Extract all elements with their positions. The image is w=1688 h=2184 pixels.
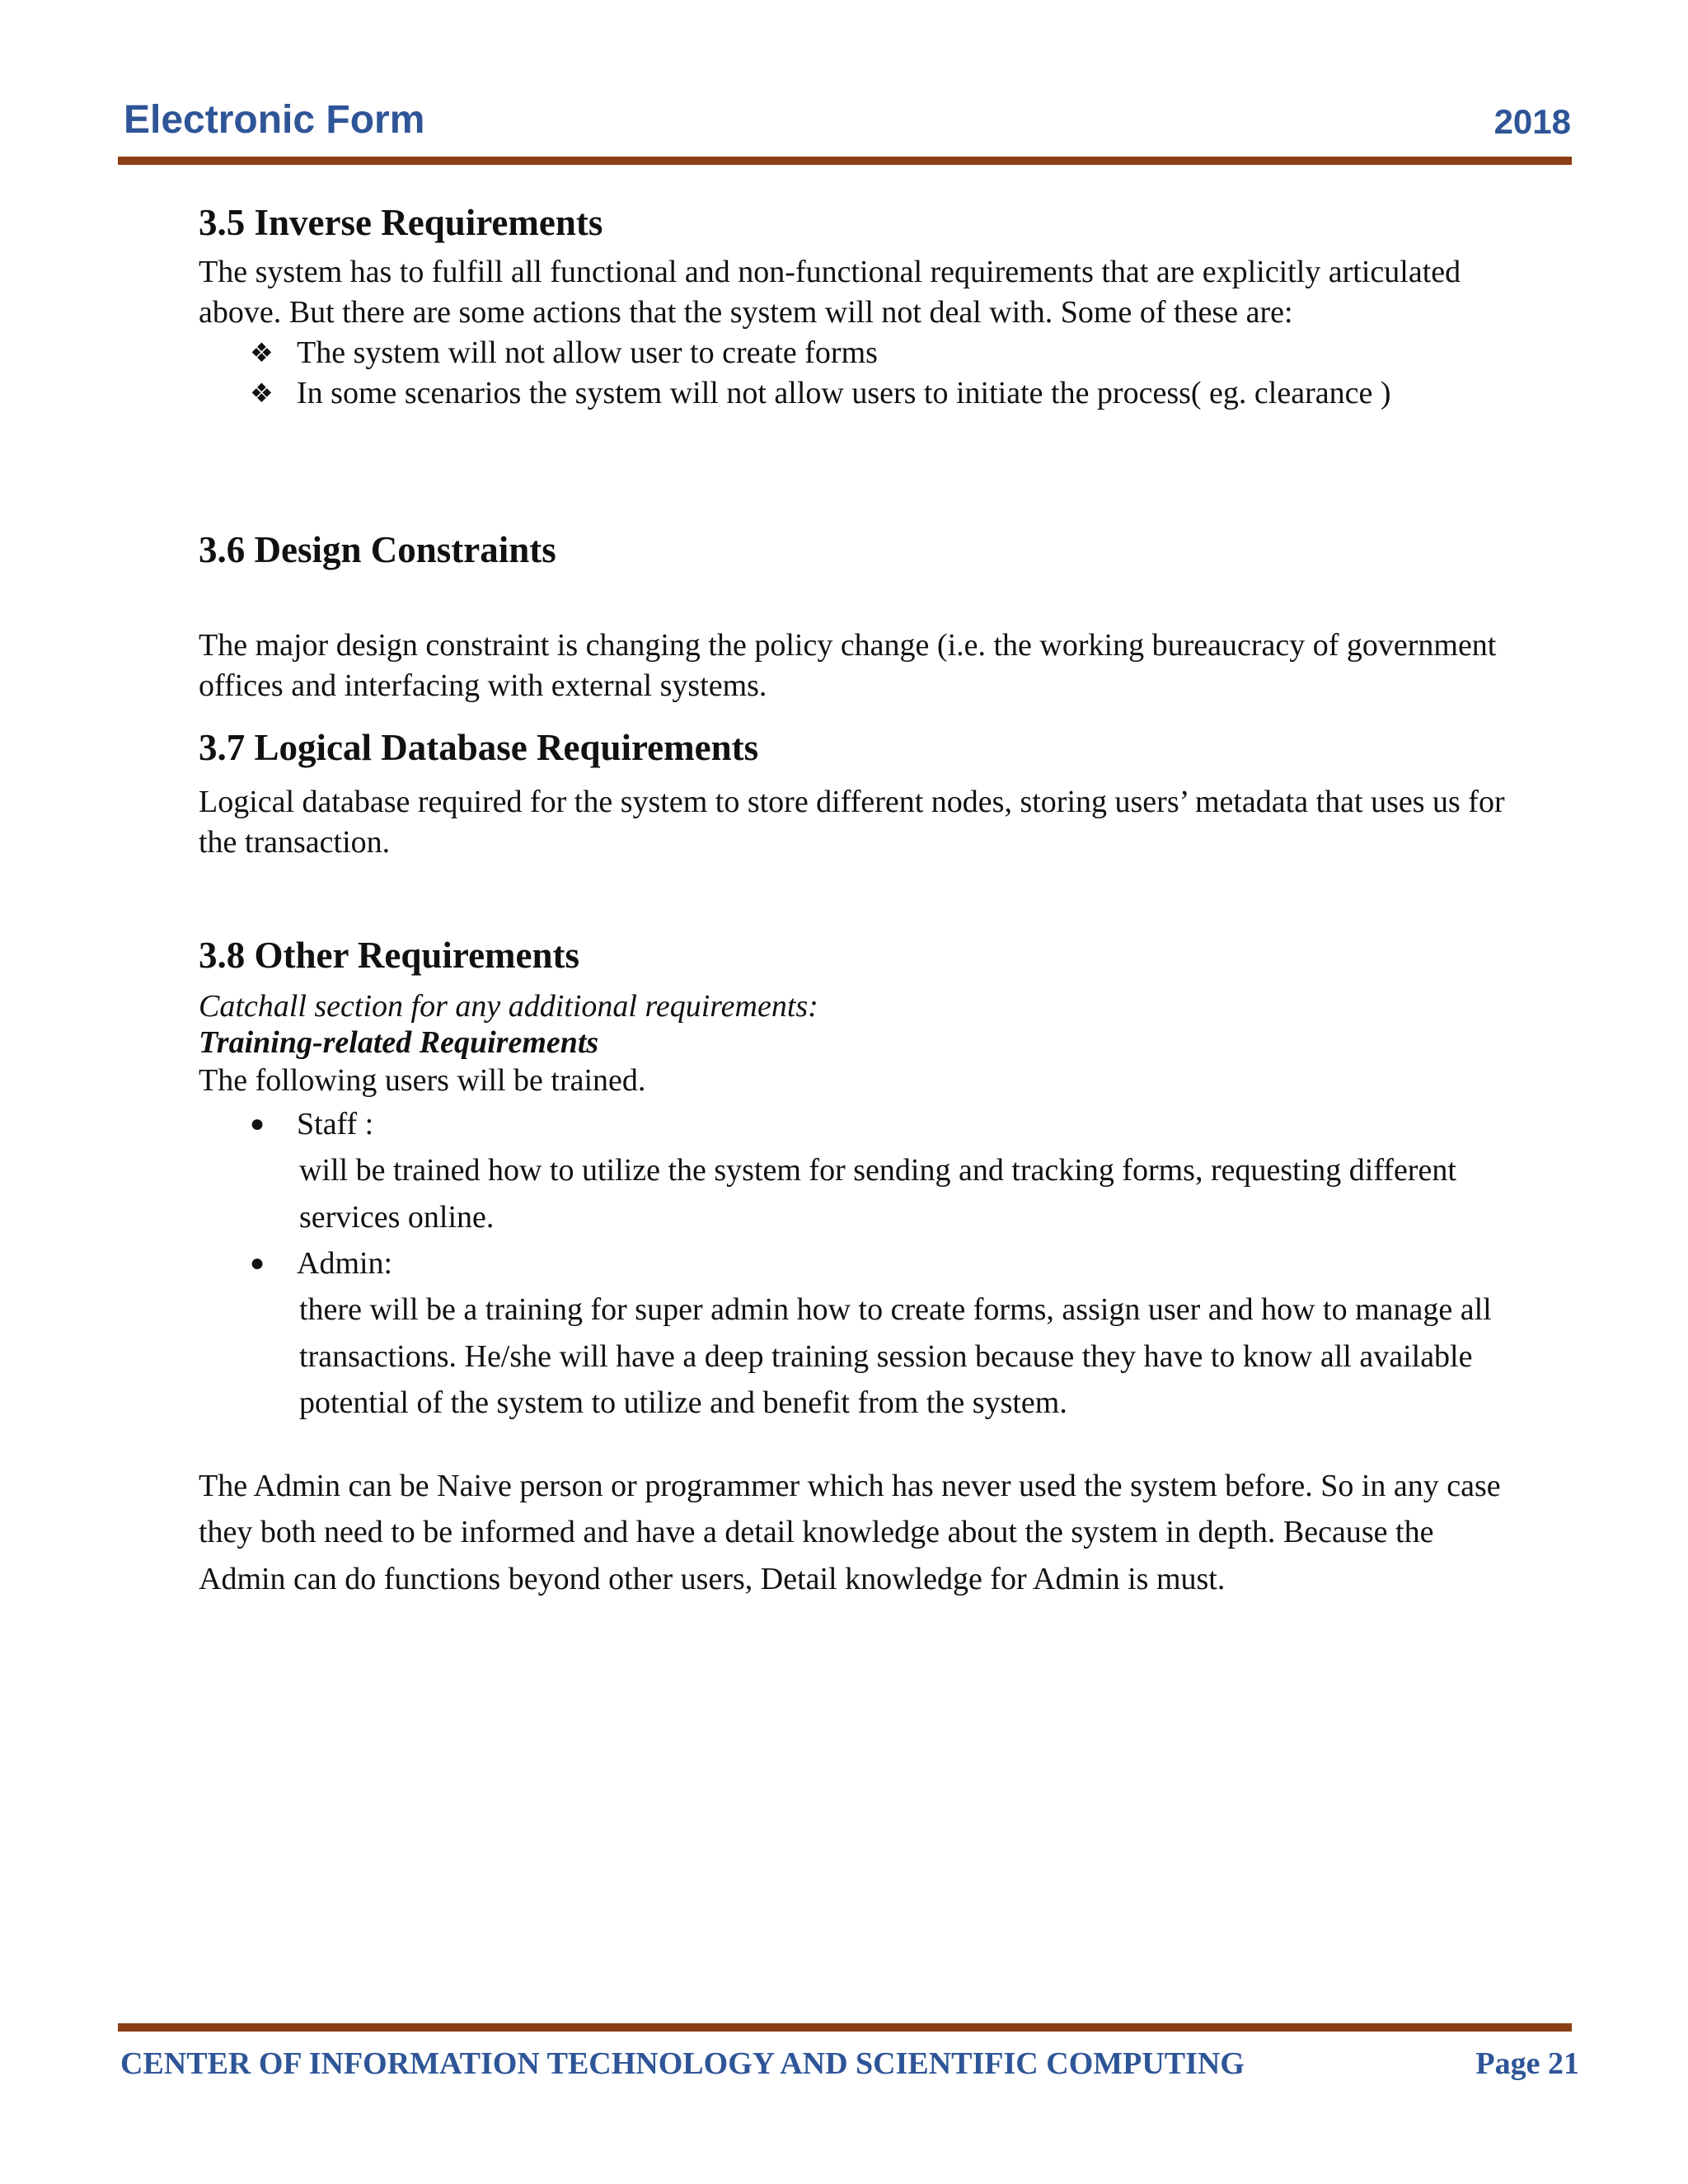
list-item xyxy=(250,333,1509,373)
user-label: Admin: xyxy=(297,1246,393,1281)
section-paragraph: The major design constraint is changing the policy change (i.e. the working bureaucracy of government offices and interfacing with external systems. xyxy=(199,628,1497,703)
training-heading: Training-related Requirements xyxy=(199,1025,599,1060)
training-users-list xyxy=(199,1240,1509,1286)
section-3-5 xyxy=(199,198,1509,414)
header-rule xyxy=(118,157,1572,165)
user-label: Staff : xyxy=(297,1107,374,1141)
section-heading: 3.7 Logical Database Requirements xyxy=(199,727,759,768)
diamond-bullet-icon: ❖ xyxy=(250,338,274,368)
list-item xyxy=(250,1101,1509,1147)
footer-organization: CENTER OF INFORMATION TECHNOLOGY AND SCIENTIFIC COMPUTING xyxy=(120,2046,1245,2081)
section-paragraph: The Admin can be Naive person or programmer which has never used the system before. So in any case they both need to be informed and have a detail knowledge about the system in depth. Because the Admin can do functions beyond other users, Detail knowledge for Admin is must. xyxy=(199,1468,1501,1596)
list-item-text: The system will not allow user to create forms xyxy=(297,335,878,370)
section-heading: 3.6 Design Constraints xyxy=(199,529,556,570)
section-heading: 3.5 Inverse Requirements xyxy=(199,202,603,243)
training-users-list xyxy=(199,1101,1509,1147)
inverse-requirements-list xyxy=(199,333,1509,414)
section-heading: 3.8 Other Requirements xyxy=(199,935,580,976)
section-paragraph: Logical database required for the system to store different nodes, storing users’ metadata that uses us for the transaction. xyxy=(199,785,1505,860)
document-year: 2018 xyxy=(1493,102,1571,141)
section-3-7 xyxy=(199,723,1509,863)
list-item xyxy=(250,373,1509,414)
footer-rule xyxy=(118,2023,1572,2032)
catchall-text: Catchall section for any additional requirements: xyxy=(199,989,818,1024)
page-content xyxy=(199,190,1509,1602)
user-description: will be trained how to utilize the system for sending and tracking forms, requesting different services online. xyxy=(299,1153,1456,1235)
page-number: Page 21 xyxy=(1475,2046,1579,2081)
section-paragraph: The system has to fulfill all functional and non-functional requirements that are explicitly articulated above. But there are some actions that the system will not deal with. Some of these are: xyxy=(199,255,1461,330)
page-footer xyxy=(120,2046,1579,2087)
document-title: Electronic Form xyxy=(124,98,425,142)
page-header xyxy=(120,97,1571,147)
user-description: there will be a training for super admin how to create forms, assign user and how to manage all transactions. He/she will have a deep training session because they have to know all available potential of the system to utilize and benefit from the system. xyxy=(299,1292,1492,1420)
list-item-text: In some scenarios the system will not allow users to initiate the process( eg. clearance ) xyxy=(297,376,1391,410)
section-3-8 xyxy=(199,930,1509,1602)
dot-bullet-icon: ● xyxy=(250,1249,265,1277)
dot-bullet-icon: ● xyxy=(250,1110,265,1137)
list-item xyxy=(250,1240,1509,1286)
diamond-bullet-icon: ❖ xyxy=(250,378,274,408)
section-3-6 xyxy=(199,525,1509,706)
training-lead: The following users will be trained. xyxy=(199,1063,646,1098)
